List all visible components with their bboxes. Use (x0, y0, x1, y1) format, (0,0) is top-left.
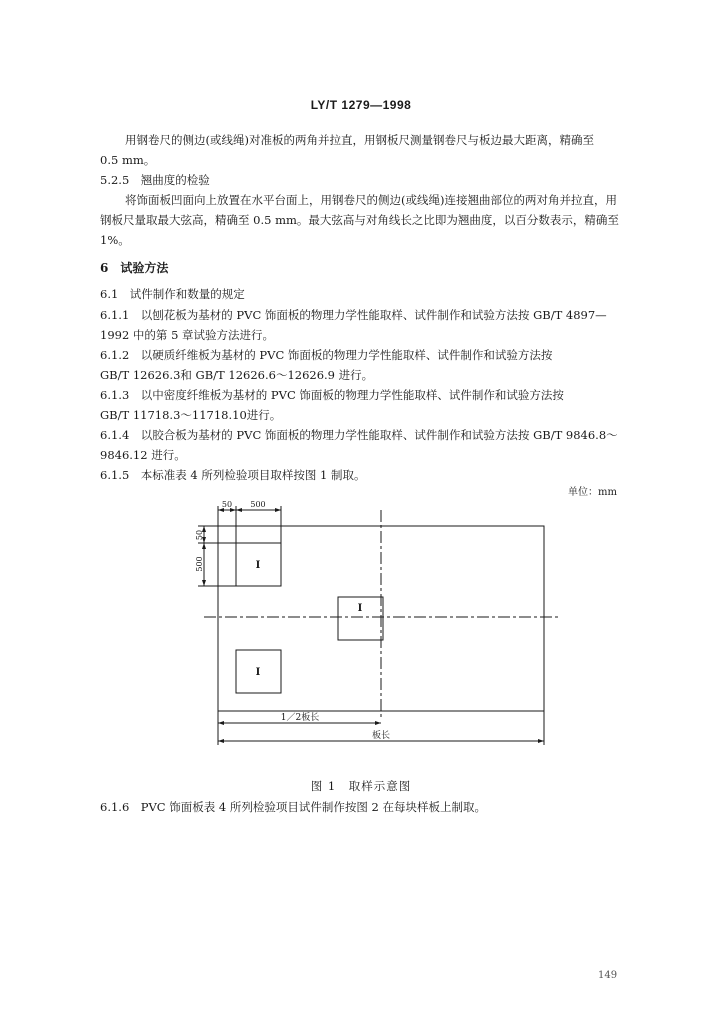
page-number: 149 (598, 970, 618, 981)
arrowhead (202, 543, 206, 549)
figure-caption: 图 1 取样示意图 (310, 779, 412, 793)
arrowhead (202, 580, 206, 586)
section-title-6: 6 试验方法 (100, 261, 169, 275)
arrowhead (275, 508, 281, 512)
paragraph-6-1-4-line: 9846.12 进行。 (100, 448, 186, 462)
arrowhead (218, 721, 224, 725)
document-header: LY/T 1279—1998 (310, 98, 412, 112)
paragraph-line: 用钢卷尺的侧边(或线绳)对准板的两角并拉直，用钢板尺测量钢卷尺与板边最大距离，精确至 (125, 133, 594, 147)
specimen-label: I (255, 560, 261, 571)
arrowhead (236, 508, 242, 512)
paragraph-line: 钢板尺量取最大弦高，精确至 0.5 mm。最大弦高与对角线长之比即为翘曲度，以百分数表示，精确至 (100, 213, 619, 227)
dimension-label-top-500: 500 (250, 500, 266, 509)
dimension-label-left-50: 50 (195, 529, 204, 541)
paragraph-6-1-1-line: 1992 中的第 5 章试验方法进行。 (100, 328, 275, 342)
paragraph-6-1-4-line: 6.1.4 以胶合板为基材的 PVC 饰面板的物理力学性能取样、试件制作和试验方法按 GB/T 9846.8～ (100, 428, 618, 442)
arrowhead (218, 739, 224, 743)
paragraph-6-1-5-line: 6.1.5 本标准表 4 所列检验项目取样按图 1 制取。 (100, 468, 366, 482)
dimension-label-left-500: 500 (195, 556, 204, 572)
paragraph-6-1-3-line: 6.1.3 以中密度纤维板为基材的 PVC 饰面板的物理力学性能取样、试件制作和试验方法按 (100, 388, 564, 402)
section-title-5-2-5: 5.2.5 翘曲度的检验 (100, 173, 210, 187)
arrowhead (375, 721, 381, 725)
unit-label: 单位：mm (568, 487, 617, 498)
paragraph-6-1-1-line: 6.1.1 以刨花板为基材的 PVC 饰面板的物理力学性能取样、试件制作和试验方法按 GB/T 4897— (100, 308, 607, 322)
paragraph-6-1-2-line: 6.1.2 以硬质纤维板为基材的 PVC 饰面板的物理力学性能取样、试件制作和试验方法按 (100, 348, 553, 362)
paragraph-line: 1%。 (100, 233, 130, 247)
paragraph-6-1-2-line: GB/T 12626.3和 GB/T 12626.6～12626.9 进行。 (100, 368, 374, 382)
specimen-label: I (357, 603, 363, 614)
dimension-label-top-50: 50 (221, 500, 233, 509)
paragraph-6-1-6-line: 6.1.6 PVC 饰面板表 4 所列检验项目试件制作按图 2 在每块样板上制取。 (100, 800, 487, 814)
dimension-label-half-length: 1／2板长 (280, 713, 320, 723)
specimen-label: I (255, 667, 261, 678)
paragraph-line: 0.5 mm。 (100, 153, 156, 167)
dimension-label-length: 板长 (371, 731, 391, 741)
section-title-6-1: 6.1 试件制作和数量的规定 (100, 287, 245, 301)
paragraph-line: 将饰面板凹面向上放置在水平台面上，用钢卷尺的侧边(或线绳)连接翘曲部位的两对角并拉直，用 (125, 193, 617, 207)
arrowhead (538, 739, 544, 743)
paragraph-6-1-3-line: GB/T 11718.3～11718.10进行。 (100, 408, 282, 422)
